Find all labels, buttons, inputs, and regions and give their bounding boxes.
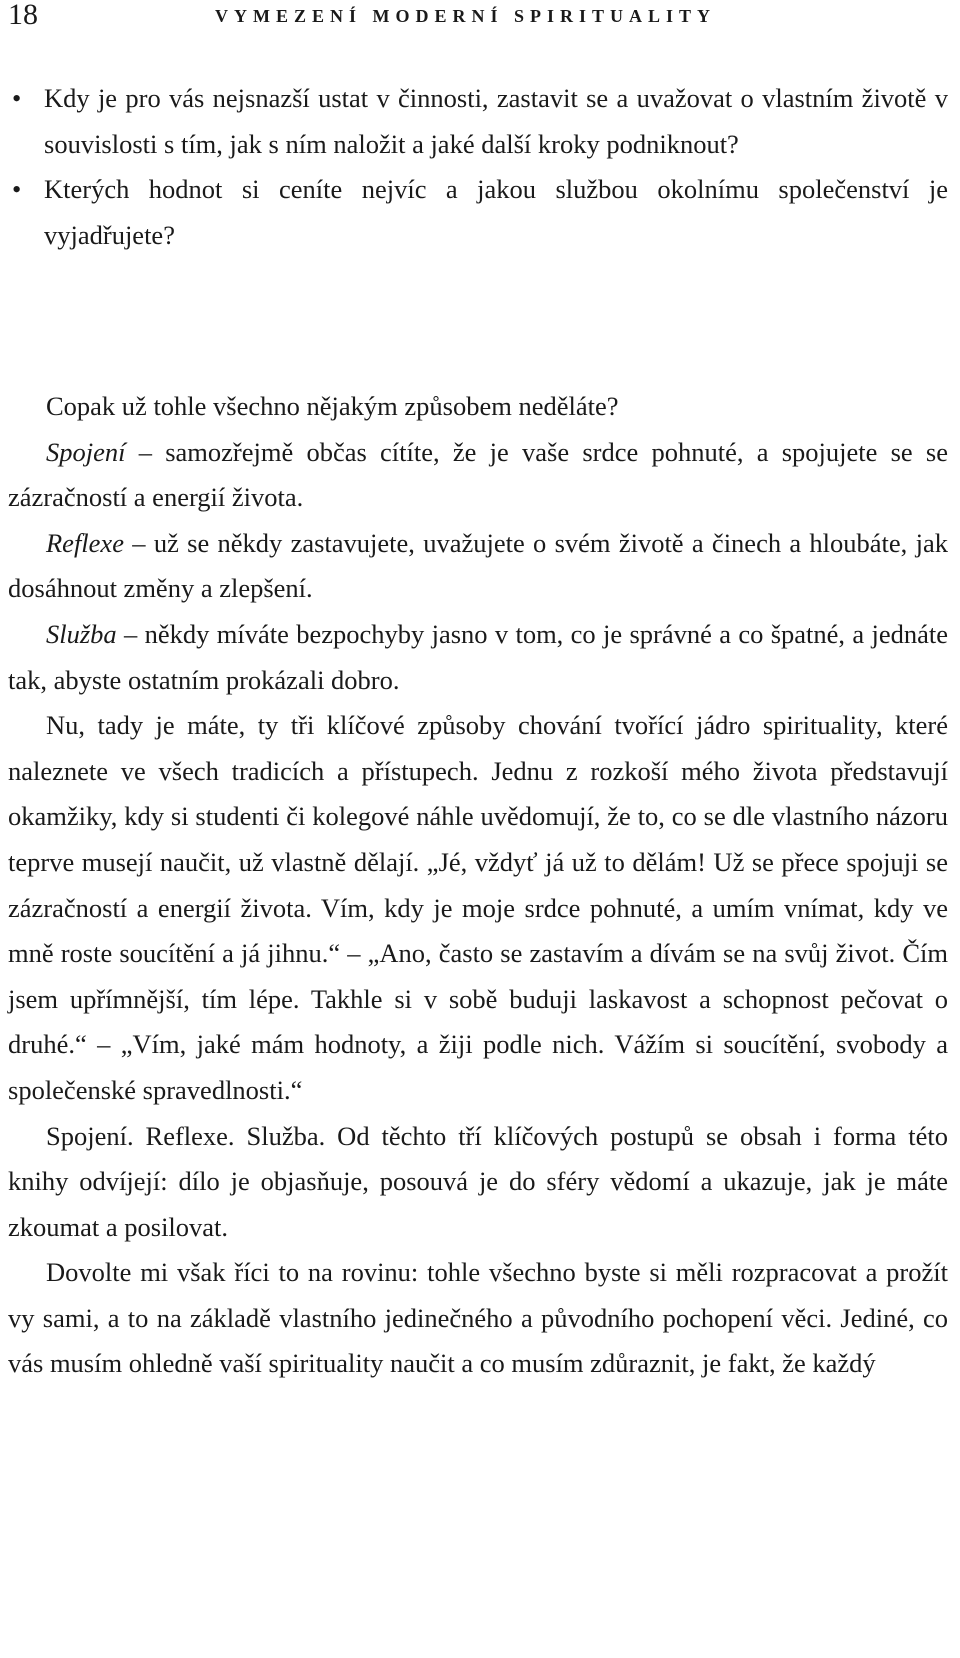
book-paragraph: Spojení. Reflexe. Služba. Od těchto tří klíčových postupů se obsah i forma této knihy odvíjejí: dílo je objasňuje, posouvá je do sféry vědomí a ukazuje, jak je máte zkoumat a posilovat. xyxy=(8,1120,948,1242)
service-term: Služba xyxy=(46,618,117,649)
bullet-item xyxy=(8,167,948,258)
reflection-text: – už se někdy zastavujete, uvažujete o svém životě a činech a hloubáte, jak dosáhnout změny a zlepšení. xyxy=(8,527,948,604)
intro-paragraph: Copak už tohle všechno nějakým způsobem neděláte? xyxy=(46,391,619,421)
running-title: VYMEZENÍ MODERNÍ SPIRITUALITY xyxy=(215,6,717,26)
bullet-list xyxy=(8,76,948,258)
connection-term: Spojení xyxy=(46,436,126,467)
running-head xyxy=(0,0,960,40)
body-text xyxy=(8,384,948,1387)
reflection-paragraph xyxy=(8,521,948,612)
core-paragraph: Nu, tady je máte, ty tři klíčové způsoby chování tvořící jádro spirituality, které naleznete ve všech tradicích a přístupech. Jednu z rozkoší mého života představují okamžiky, kdy si studenti či kolegové náhle uvědomují, že to, co se dle vlastního názoru teprve musejí naučit, už vlastně dělají. „Jé, vždyť já už to dělám! Už se přece spojuji se zázračností a energií života. Vím, kdy je moje srdce pohnuté, a umím vnímat, kdy ve mně roste soucítění a já jihnu.“ – „Ano, často se zastavím a dívám se na svůj život. Čím jsem upřímnější, tím lépe. Takhle si v sobě buduji laskavost a schopnost pečovat o druhé.“ – „Vím, jaké mám hodnoty, a žiji podle nich. Vážím si soucítění, svobody a společenské spravedlnosti.“ xyxy=(8,710,948,1105)
final-paragraph: Dovolte mi však říci to na rovinu: tohle všechno byste si měli rozpracovat a prožít vy sami, a to na základě vlastního jedinečného a původního pochopení věci. Jediné, co vás musím ohledně vaší spirituality naučit a co musím zdůraznit, je fakt, že každý xyxy=(8,1257,948,1379)
service-text: – někdy míváte bezpochyby jasno v tom, co je správné a co špatné, a jednáte tak, abyste ostatním prokázali dobro. xyxy=(8,618,948,695)
page-number: 18 xyxy=(8,0,38,31)
bullet-item xyxy=(8,76,948,167)
service-paragraph xyxy=(8,612,948,703)
connection-text: – samozřejmě občas cítíte, že je vaše srdce pohnuté, a spojujete se se zázračností a energií života. xyxy=(8,436,948,513)
bullet-icon: • xyxy=(12,174,22,205)
connection-paragraph xyxy=(8,430,948,521)
reflection-term: Reflexe xyxy=(46,527,124,558)
bullet-text: Kterých hodnot si ceníte nejvíc a jakou službou okolnímu společenství je vyjadřujete? xyxy=(44,174,948,250)
bullet-text: Kdy je pro vás nejsnazší ustat v činnosti, zastavit se a uvažovat o vlastním životě v souvislosti s tím, jak s ním naložit a jaké další kroky podniknout? xyxy=(44,83,948,159)
bullet-icon: • xyxy=(12,83,22,113)
